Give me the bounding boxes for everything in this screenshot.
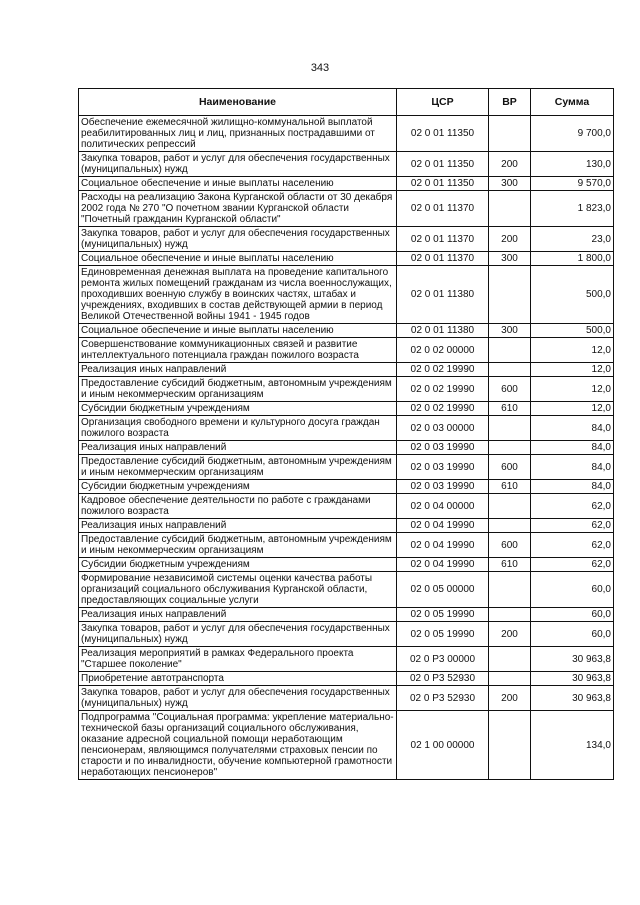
cell-vr — [489, 338, 531, 363]
cell-sum: 60,0 — [531, 572, 614, 608]
cell-sum: 84,0 — [531, 416, 614, 441]
cell-csr: 02 0 01 11380 — [397, 266, 489, 324]
cell-vr — [489, 608, 531, 622]
table-row — [79, 672, 614, 686]
cell-name: Предоставление субсидий бюджетным, автономным учреждениям и иным некоммерческим организациям — [79, 377, 397, 402]
cell-csr: 02 0 04 19990 — [397, 519, 489, 533]
cell-name: Подпрограмма "Социальная программа: укрепление материально-технической базы организаций социального обслуживания, оказание адресной социальной помощи неработающим пенсионерам, являющимся получателями страховых пенсии по старости и по инвалидности, обучение компьютерной грамотности неработающих пенсионеров" — [79, 711, 397, 780]
table-row — [79, 377, 614, 402]
header-name: Наименование — [79, 89, 397, 116]
cell-name: Закупка товаров, работ и услуг для обеспечения государственных (муниципальных) нужд — [79, 152, 397, 177]
cell-sum: 1 823,0 — [531, 191, 614, 227]
table-row — [79, 494, 614, 519]
cell-vr — [489, 647, 531, 672]
cell-sum: 30 963,8 — [531, 672, 614, 686]
cell-csr: 02 0 01 11370 — [397, 252, 489, 266]
cell-sum: 60,0 — [531, 622, 614, 647]
cell-name: Совершенствование коммуникационных связей и развитие интеллектуального потенциала граждан пожилого возраста — [79, 338, 397, 363]
cell-csr: 02 0 P3 52930 — [397, 672, 489, 686]
table-row — [79, 647, 614, 672]
cell-vr: 600 — [489, 377, 531, 402]
cell-sum: 62,0 — [531, 519, 614, 533]
cell-csr: 02 0 01 11380 — [397, 324, 489, 338]
cell-vr — [489, 572, 531, 608]
cell-name: Социальное обеспечение и иные выплаты населению — [79, 177, 397, 191]
table-row — [79, 622, 614, 647]
cell-sum: 62,0 — [531, 494, 614, 519]
cell-name: Организация свободного времени и культурного досуга граждан пожилого возраста — [79, 416, 397, 441]
cell-vr — [489, 266, 531, 324]
table-row — [79, 266, 614, 324]
table-row — [79, 252, 614, 266]
cell-vr — [489, 519, 531, 533]
cell-sum: 130,0 — [531, 152, 614, 177]
cell-sum: 12,0 — [531, 402, 614, 416]
table-row — [79, 116, 614, 152]
cell-name: Предоставление субсидий бюджетным, автономным учреждениям и иным некоммерческим организациям — [79, 455, 397, 480]
cell-csr: 02 0 P3 52930 — [397, 686, 489, 711]
cell-vr: 300 — [489, 177, 531, 191]
cell-csr: 02 0 05 00000 — [397, 572, 489, 608]
cell-name: Субсидии бюджетным учреждениям — [79, 558, 397, 572]
cell-vr: 200 — [489, 227, 531, 252]
cell-sum: 134,0 — [531, 711, 614, 780]
cell-vr — [489, 116, 531, 152]
cell-vr: 200 — [489, 622, 531, 647]
cell-name: Закупка товаров, работ и услуг для обеспечения государственных (муниципальных) нужд — [79, 227, 397, 252]
cell-name: Обеспечение ежемесячной жилищно-коммунальной выплатой реабилитированных лиц и лиц, признанных пострадавшими от политических репрессий — [79, 116, 397, 152]
cell-name: Социальное обеспечение и иные выплаты населению — [79, 324, 397, 338]
table-row — [79, 177, 614, 191]
table-row — [79, 324, 614, 338]
cell-name: Субсидии бюджетным учреждениям — [79, 402, 397, 416]
cell-csr: 02 0 03 00000 — [397, 416, 489, 441]
cell-vr: 300 — [489, 252, 531, 266]
cell-vr: 300 — [489, 324, 531, 338]
cell-vr: 610 — [489, 558, 531, 572]
cell-name: Приобретение автотранспорта — [79, 672, 397, 686]
cell-csr: 02 0 02 19990 — [397, 402, 489, 416]
header-sum: Сумма — [531, 89, 614, 116]
cell-vr — [489, 441, 531, 455]
cell-csr: 02 0 01 11370 — [397, 191, 489, 227]
cell-csr: 02 0 02 00000 — [397, 338, 489, 363]
cell-sum: 500,0 — [531, 324, 614, 338]
cell-name: Единовременная денежная выплата на проведение капитального ремонта жилых помещений гражданам из числа военнослужащих, проходивших военную службу в воинских частях, штабах и учреждениях, входивших в состав действующей армии в период Великой Отечественной войны 1941 - 1945 годов — [79, 266, 397, 324]
table-row — [79, 608, 614, 622]
cell-sum: 62,0 — [531, 533, 614, 558]
cell-sum: 9 700,0 — [531, 116, 614, 152]
table-row — [79, 519, 614, 533]
cell-vr — [489, 672, 531, 686]
cell-sum: 9 570,0 — [531, 177, 614, 191]
cell-name: Реализация иных направлений — [79, 363, 397, 377]
table-row — [79, 686, 614, 711]
cell-name: Расходы на реализацию Закона Курганской области от 30 декабря 2002 года № 270 "О почетном звании Курганской области "Почетный гражданин Курганской области" — [79, 191, 397, 227]
cell-name: Закупка товаров, работ и услуг для обеспечения государственных (муниципальных) нужд — [79, 686, 397, 711]
table-body — [79, 116, 614, 780]
table-row — [79, 572, 614, 608]
cell-sum: 84,0 — [531, 480, 614, 494]
cell-sum: 84,0 — [531, 441, 614, 455]
cell-name: Реализация иных направлений — [79, 519, 397, 533]
table-row — [79, 227, 614, 252]
table-row — [79, 402, 614, 416]
cell-sum: 84,0 — [531, 455, 614, 480]
cell-name: Формирование независимой системы оценки качества работы организаций социального обслуживания Курганской области, предоставляющих социальные услуги — [79, 572, 397, 608]
cell-csr: 02 0 04 19990 — [397, 533, 489, 558]
header-csr: ЦСР — [397, 89, 489, 116]
cell-sum: 30 963,8 — [531, 647, 614, 672]
cell-csr: 02 0 04 00000 — [397, 494, 489, 519]
cell-name: Предоставление субсидий бюджетным, автономным учреждениям и иным некоммерческим организациям — [79, 533, 397, 558]
cell-csr: 02 0 01 11370 — [397, 227, 489, 252]
cell-sum: 62,0 — [531, 558, 614, 572]
table-row — [79, 441, 614, 455]
cell-sum: 1 800,0 — [531, 252, 614, 266]
cell-csr: 02 0 01 11350 — [397, 116, 489, 152]
table-row — [79, 338, 614, 363]
cell-csr: 02 0 P3 00000 — [397, 647, 489, 672]
cell-csr: 02 0 03 19990 — [397, 441, 489, 455]
cell-csr: 02 0 03 19990 — [397, 480, 489, 494]
table-header-row — [79, 89, 614, 116]
cell-vr: 200 — [489, 152, 531, 177]
table-row — [79, 191, 614, 227]
cell-name: Кадровое обеспечение деятельности по работе с гражданами пожилого возраста — [79, 494, 397, 519]
budget-table — [78, 88, 614, 780]
cell-vr: 610 — [489, 480, 531, 494]
cell-csr: 02 0 03 19990 — [397, 455, 489, 480]
table-row — [79, 533, 614, 558]
cell-vr — [489, 711, 531, 780]
table-row — [79, 480, 614, 494]
cell-sum: 30 963,8 — [531, 686, 614, 711]
cell-vr — [489, 494, 531, 519]
cell-vr — [489, 363, 531, 377]
table-row — [79, 711, 614, 780]
cell-csr: 02 0 01 11350 — [397, 152, 489, 177]
cell-csr: 02 1 00 00000 — [397, 711, 489, 780]
cell-vr — [489, 416, 531, 441]
cell-csr: 02 0 02 19990 — [397, 377, 489, 402]
cell-csr: 02 0 01 11350 — [397, 177, 489, 191]
cell-csr: 02 0 05 19990 — [397, 622, 489, 647]
table-row — [79, 416, 614, 441]
page-number: 343 — [310, 62, 330, 74]
table-row — [79, 455, 614, 480]
cell-csr: 02 0 04 19990 — [397, 558, 489, 572]
cell-csr: 02 0 05 19990 — [397, 608, 489, 622]
cell-vr: 600 — [489, 455, 531, 480]
table-row — [79, 152, 614, 177]
cell-name: Реализация мероприятий в рамках Федерального проекта "Старшее поколение" — [79, 647, 397, 672]
header-vr: ВР — [489, 89, 531, 116]
cell-name: Реализация иных направлений — [79, 608, 397, 622]
table-row — [79, 363, 614, 377]
cell-csr: 02 0 02 19990 — [397, 363, 489, 377]
cell-sum: 12,0 — [531, 338, 614, 363]
cell-name: Закупка товаров, работ и услуг для обеспечения государственных (муниципальных) нужд — [79, 622, 397, 647]
cell-sum: 500,0 — [531, 266, 614, 324]
cell-vr: 610 — [489, 402, 531, 416]
cell-vr — [489, 191, 531, 227]
cell-vr: 600 — [489, 533, 531, 558]
cell-sum: 60,0 — [531, 608, 614, 622]
cell-name: Социальное обеспечение и иные выплаты населению — [79, 252, 397, 266]
cell-sum: 12,0 — [531, 377, 614, 402]
table-row — [79, 558, 614, 572]
cell-sum: 23,0 — [531, 227, 614, 252]
cell-sum: 12,0 — [531, 363, 614, 377]
cell-vr: 200 — [489, 686, 531, 711]
cell-name: Субсидии бюджетным учреждениям — [79, 480, 397, 494]
cell-name: Реализация иных направлений — [79, 441, 397, 455]
